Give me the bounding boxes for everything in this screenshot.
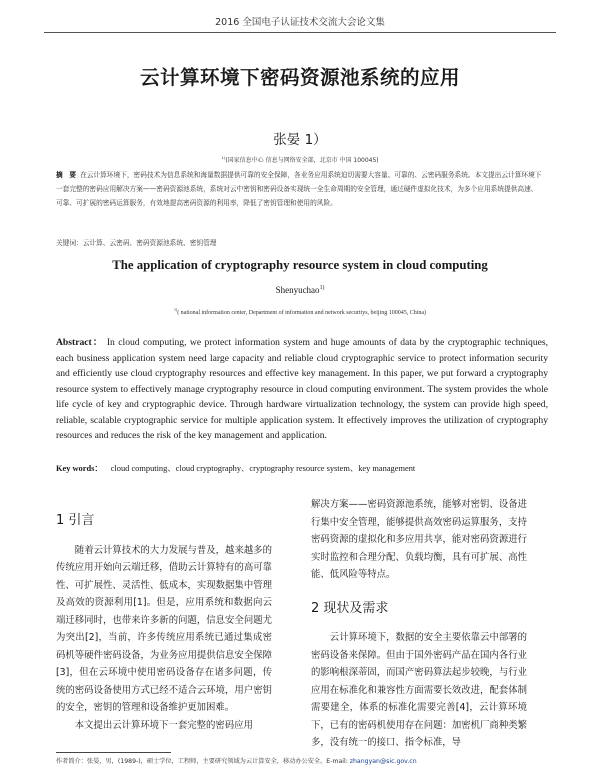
body-column-left: [56, 497, 272, 734]
english-affiliation-text: ( national information center, Department of information and network securitys, beijing 100045, China): [177, 310, 427, 316]
english-abstract-text: In cloud computing, we protect information system and huge amounts of data by the cryptographic techniques, each business application system need large capacity and reliable cloud cryptographic service to protect information security and efficiently use cloud cryptography resources and effective key management. In this paper, we put forward a cryptography resource system to effectively manage cryptography resource in cloud computing environment. The system provides the whole life cycle of key and cryptographic device. Through hardware virtualization technology, the system can provide high speed, reliable, scalable cryptographic service for multiple application system. It effectively improves the utilization of cryptography resources and reduces the risk of the key management and application.: [56, 337, 548, 441]
section-1-paragraph-2-continued: 解决方案——密码资源池系统，能够对密钥、设备进行集中安全管理，能够提供高效密码运算服务，支持密码资源的虚拟化和多应用共享，能对密码资源进行实时监控和合理分配、负载均衡，具有可扩展、高性能、低风险等特点。: [311, 499, 527, 580]
chinese-author: 张晏 1）: [273, 132, 327, 148]
author-email-link[interactable]: zhangyan@sic.gov.cn: [349, 758, 417, 765]
english-affiliation-marker: 1): [173, 308, 178, 312]
section-2-heading: 2 现状及需求: [311, 600, 389, 616]
chinese-abstract-text: 在云计算环境下，密码技术为信息系统和海量数据提供可靠的安全保障，各业务应用系统迫切需要大容量、可靠的、云密码服务系统。本文提出云计算环境下一套完整的密码应用解决方案——密码资源池系统，系统对云中密钥和密码设备实现统一全生命周期的安全管理，通过硬件虚拟化技术，为多个应用系统提供高速、可靠、可扩展的密码运算服务，有效地提高密码资源的利用率，降低了密钥管理和使用的风险。: [56, 171, 542, 207]
english-keywords-label: Key words：: [56, 464, 103, 473]
chinese-keywords-text: 云计算、云密码、密码资源池系统、密钥管理: [82, 239, 217, 247]
chinese-affiliation: [0, 155, 600, 164]
chinese-keywords-label: 关键词：: [56, 239, 83, 247]
english-author: [0, 285, 600, 295]
affiliation-marker: 1): [221, 155, 226, 160]
chinese-title: 云计算环境下密码资源池系统的应用: [139, 66, 460, 89]
chinese-abstract: [56, 168, 544, 210]
english-abstract-label: Abstract：: [56, 337, 104, 348]
chinese-affiliation-text: (国家信息中心 信息与网络安全部，北京市 中国 100045): [225, 157, 379, 164]
footnote-divider: [56, 752, 171, 753]
chinese-abstract-label: 摘 要: [56, 171, 77, 179]
section-1-paragraph-2: 本文提出云计算环境下一套完整的密码应用: [74, 719, 253, 731]
running-header: 2016 全国电子认证技术交流大会论文集: [44, 14, 556, 33]
english-abstract: [56, 335, 548, 444]
english-author-name: Shenyuchao: [275, 285, 320, 295]
chinese-keywords: [56, 237, 544, 247]
author-footnote: [56, 756, 560, 765]
author-marker: 1): [319, 285, 325, 291]
english-keywords: [56, 462, 548, 474]
section-2-paragraph-1: 云计算环境下，数据的安全主要依靠云中部署的密码设备来保障。但由于国外密码产品在国内各行业的影响根深蒂固，而国产密码算法起步较晚，与行业应用在标准化和兼容性方面需要长效改进，配套体制需要建全，体系的标准化需要完善[4]，云计算环境下，已有的密码机使用存在问题：加密机厂商种类繁多，没有统一的接口、指令标准，导: [311, 632, 527, 748]
section-1-heading: 1 引言: [56, 513, 95, 528]
section-1-paragraph-1: 随着云计算技术的大力发展与普及，越来越多的传统应用开始向云端迁移，借助云计算特有的高可靠性、可扩展性、灵活性、低成本，实现数据集中管理及高效的资源利用[1]。但是，应用系统和数据向云端迁移同时，也带来许多新的问题，信息安全问题尤为突出[2]，当前，许多传统应用系统已通过集成密码机等硬件密码设备，为业务应用提供信息安全保障[3]，但在云环境中使用密码设备存在诸多问题，传统的密码设备使用方式已经不适合云环境，用户密钥的安全，密钥的管理和设备维护更加困难。: [56, 544, 272, 713]
footnote-text: 作者简介：张晏，男，(1989-)，硕士学位，工程师，主要研究领域为云计算安全，移动办公安全。E-mail:: [56, 758, 350, 765]
body-column-right: [311, 496, 527, 752]
english-affiliation: [0, 308, 600, 316]
english-keywords-text: cloud computing、cloud cryptography、cryptography resource system、key management: [110, 464, 416, 473]
english-title: The application of cryptography resource system in cloud computing: [112, 258, 488, 272]
